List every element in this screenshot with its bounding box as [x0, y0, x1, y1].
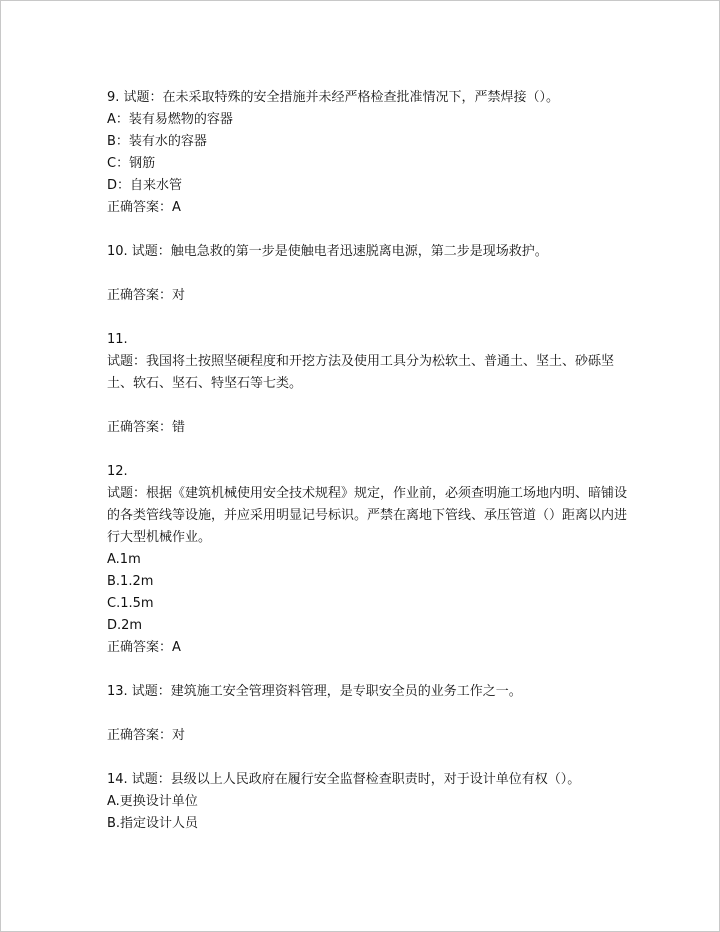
option-a: A.更换设计单位	[107, 794, 198, 809]
question-14	[107, 769, 627, 835]
answer: 正确答案：对	[107, 728, 186, 743]
question-stem: 10. 试题：触电急救的第一步是使触电者迅速脱离电源，第二步是现场救护。	[107, 244, 548, 259]
question-number: 11.	[107, 332, 128, 347]
question-13	[107, 681, 627, 747]
answer: 正确答案：A	[107, 200, 181, 215]
option-d: D：自来水管	[107, 178, 183, 193]
option-b: B.1.2m	[107, 574, 154, 589]
question-11	[107, 329, 627, 439]
question-stem: 试题：根据《建筑机械使用安全技术规程》规定，作业前，必须查明施工场地内明、暗铺设的各类管线等设施，并应采用明显记号标识。严禁在离地下管线、承压管道（）距离以内进行大型机械作业。	[107, 486, 628, 545]
question-list	[107, 87, 627, 835]
question-stem: 9. 试题：在未采取特殊的安全措施并未经严格检查批准情况下，严禁焊接（）。	[107, 90, 560, 105]
answer: 正确答案：A	[107, 640, 181, 655]
option-c: C：钢筋	[107, 156, 156, 171]
question-stem: 试题：我国将土按照坚硬程度和开挖方法及使用工具分为松软土、普通土、坚土、砂砾坚土、软石、坚石、特坚石等七类。	[107, 354, 615, 391]
question-stem: 13. 试题：建筑施工安全管理资料管理，是专职安全员的业务工作之一。	[107, 684, 522, 699]
option-a: A：装有易燃物的容器	[107, 112, 233, 127]
question-12	[107, 461, 627, 659]
answer: 正确答案：对	[107, 288, 186, 303]
option-b: B.指定设计人员	[107, 816, 199, 831]
question-number: 12.	[107, 464, 128, 479]
option-b: B：装有水的容器	[107, 134, 207, 149]
question-stem: 14. 试题：县级以上人民政府在履行安全监督检查职责时，对于设计单位有权（）。	[107, 772, 581, 787]
option-a: A.1m	[107, 552, 141, 567]
question-10	[107, 241, 627, 307]
option-c: C.1.5m	[107, 596, 154, 611]
answer: 正确答案：错	[107, 420, 186, 435]
question-9	[107, 87, 627, 219]
option-d: D.2m	[107, 618, 143, 633]
